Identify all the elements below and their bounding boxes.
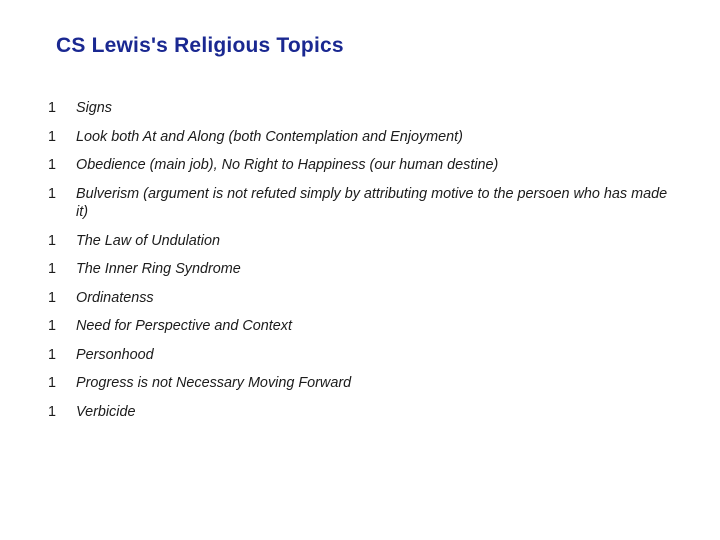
bullet-marker: 1 bbox=[48, 318, 57, 334]
topic-text: Verbicide bbox=[76, 403, 136, 420]
topic-text: Ordinatenss bbox=[76, 289, 154, 306]
slide-title: CS Lewis's Religious Topics bbox=[56, 34, 344, 57]
bullet-marker: 1 bbox=[48, 289, 57, 306]
list-item bbox=[48, 128, 673, 147]
bullet-marker: 1 bbox=[48, 100, 57, 116]
topic-text: The Inner Ring Syndrome bbox=[76, 261, 241, 277]
bullet-marker: 1 bbox=[48, 185, 57, 202]
list-item bbox=[48, 156, 673, 175]
topic-text: Progress is not Necessary Moving Forward bbox=[76, 375, 352, 391]
list-item bbox=[48, 403, 673, 422]
list-item bbox=[48, 374, 673, 393]
topic-text: Need for Perspective and Context bbox=[76, 318, 292, 334]
list-item bbox=[48, 99, 673, 118]
list-item bbox=[48, 260, 673, 279]
bullet-marker: 1 bbox=[48, 261, 57, 277]
list-item bbox=[48, 185, 673, 222]
list-item bbox=[48, 232, 673, 251]
list-item bbox=[48, 346, 673, 365]
bullet-marker: 1 bbox=[48, 375, 57, 391]
topic-text: Bulverism (argument is not refuted simply by attributing motive to the persoen who has made it) bbox=[76, 185, 668, 220]
topic-text: Personhood bbox=[76, 346, 154, 363]
list-item bbox=[48, 317, 673, 336]
topic-text: The Law of Undulation bbox=[76, 232, 220, 249]
bullet-marker: 1 bbox=[48, 232, 57, 249]
bullet-marker: 1 bbox=[48, 157, 57, 173]
bullet-marker: 1 bbox=[48, 403, 57, 420]
topic-text: Look both At and Along (both Contemplation and Enjoyment) bbox=[76, 128, 463, 145]
topic-text: Obedience (main job), No Right to Happiness (our human destine) bbox=[76, 157, 499, 173]
bullet-marker: 1 bbox=[48, 346, 57, 363]
topic-list bbox=[48, 99, 673, 431]
list-item bbox=[48, 289, 673, 308]
topic-text: Signs bbox=[76, 100, 112, 116]
bullet-marker: 1 bbox=[48, 128, 57, 145]
